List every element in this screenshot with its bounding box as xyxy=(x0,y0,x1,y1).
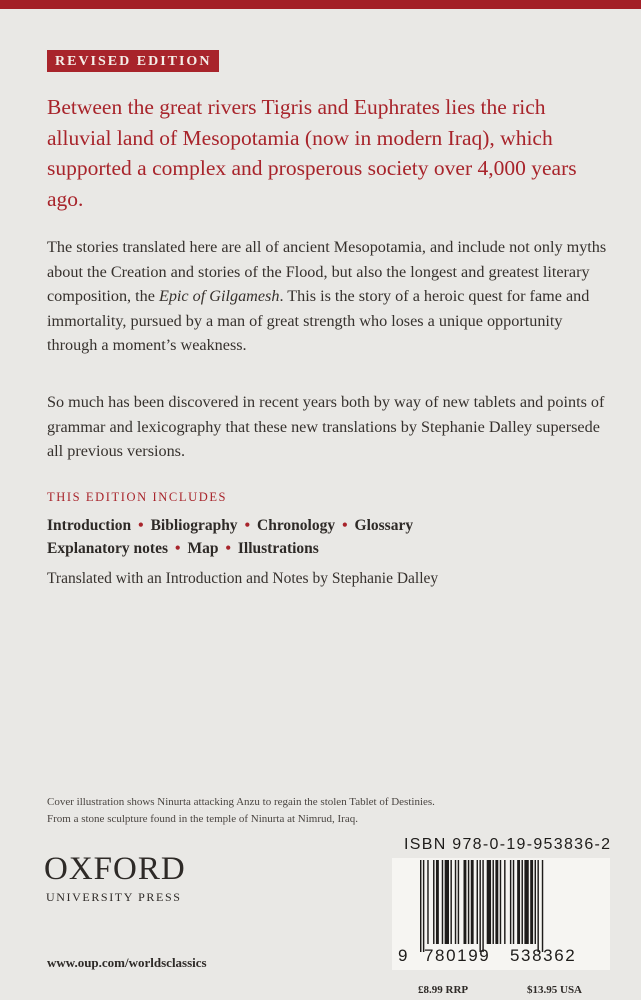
includes-row-1 xyxy=(47,514,607,537)
barcode-bar xyxy=(479,860,480,952)
barcode-bar xyxy=(493,860,494,944)
barcode-lead-digit: 9 xyxy=(398,946,408,965)
cover-credit-line-2: From a stone sculpture found in the temple of Ninurta at Nimrud, Iraq. xyxy=(47,813,358,825)
barcode-bar xyxy=(535,860,536,944)
translator-credit: Translated with an Introduction and Notes by Stephanie Dalley xyxy=(47,570,439,587)
barcode-group-1: 780199 xyxy=(424,946,491,965)
publisher-logo xyxy=(44,852,186,905)
barcode-bar xyxy=(464,860,467,944)
description-text-end: . This is the story of a heroic quest for fame and immortality, pursued by a man of great strength who loses a unique opportunity through a moment’s weakness. xyxy=(47,287,590,354)
top-color-stripe xyxy=(0,0,641,9)
lead-paragraph: Between the great rivers Tigris and Euphrates lies the rich alluvial land of Mesopotamia (now in modern Iraq), which supported a complex and prosperous society over 4,000 years ago. xyxy=(47,95,577,211)
price-us: $13.95 USA xyxy=(527,984,583,996)
barcode-bar xyxy=(510,860,511,944)
barcode-bar xyxy=(468,860,469,944)
barcode-bar xyxy=(495,860,498,944)
barcode-bar xyxy=(504,860,505,944)
barcode-bar xyxy=(500,860,501,944)
barcode-bar xyxy=(542,860,543,952)
barcode-bar xyxy=(442,860,443,944)
includes-list xyxy=(47,514,607,560)
barcode-bar xyxy=(450,860,451,944)
barcode-bar xyxy=(458,860,459,944)
includes-heading: THIS EDITION INCLUDES xyxy=(47,490,228,504)
edition-badge: REVISED EDITION xyxy=(47,50,219,72)
barcode-bar xyxy=(513,860,514,944)
barcode-bar xyxy=(487,860,491,944)
include-item: Glossary xyxy=(354,517,414,534)
include-item: Map xyxy=(187,540,219,557)
translation-paragraph: So much has been discovered in recent years both by way of new tablets and points of grammar and lexicography that these new translations by Stephanie Dalley supersede all previous versions. xyxy=(47,393,605,460)
bullet-icon: • xyxy=(138,517,144,534)
bullet-icon: • xyxy=(225,540,231,557)
barcode-bar xyxy=(427,860,428,944)
cover-illustration-credit xyxy=(47,794,547,828)
barcode-bar xyxy=(445,860,449,944)
barcode-bar xyxy=(537,860,538,952)
barcode xyxy=(392,858,610,970)
publisher-name: OXFORD xyxy=(44,851,186,887)
include-item: Chronology xyxy=(257,517,336,534)
description-paragraph xyxy=(47,235,607,358)
include-item: Explanatory notes xyxy=(47,540,168,557)
barcode-bar xyxy=(420,860,421,952)
barcode-bar xyxy=(436,860,439,944)
cover-credit-line-1: Cover illustration shows Ninurta attacking Anzu to regain the stolen Tablet of Destinies. xyxy=(47,796,435,808)
barcode-bar xyxy=(423,860,424,952)
include-item: Illustrations xyxy=(237,540,319,557)
barcode-bar xyxy=(455,860,456,944)
publisher-press: UNIVERSITY PRESS xyxy=(46,890,182,904)
bullet-icon: • xyxy=(342,517,348,534)
include-item: Bibliography xyxy=(150,517,238,534)
barcode-bar xyxy=(477,860,478,944)
bullet-icon: • xyxy=(175,540,181,557)
barcode-bar xyxy=(482,860,483,952)
isbn-label: ISBN 978-0-19-953836-2 xyxy=(404,836,612,853)
barcode-bar xyxy=(471,860,474,944)
include-item: Introduction xyxy=(47,517,132,534)
barcode-group-2: 538362 xyxy=(510,946,577,965)
barcode-bars-icon xyxy=(418,860,598,960)
includes-row-2 xyxy=(47,537,607,560)
book-title: Epic of Gilgamesh xyxy=(158,287,280,305)
website-url: www.oup.com/worldsclassics xyxy=(47,955,207,970)
barcode-bar xyxy=(530,860,533,944)
barcode-bar xyxy=(433,860,434,944)
price-uk: £8.99 RRP xyxy=(418,984,469,996)
barcode-bar xyxy=(522,860,523,944)
bullet-icon: • xyxy=(244,517,250,534)
barcode-bar xyxy=(517,860,520,944)
barcode-bar xyxy=(524,860,528,944)
description-text-start: The stories translated here are all of ancient Mesopotamia, and include not only myths about the Creation and stories of the Flood, but also the longest and greatest literary composition, the xyxy=(47,238,607,305)
